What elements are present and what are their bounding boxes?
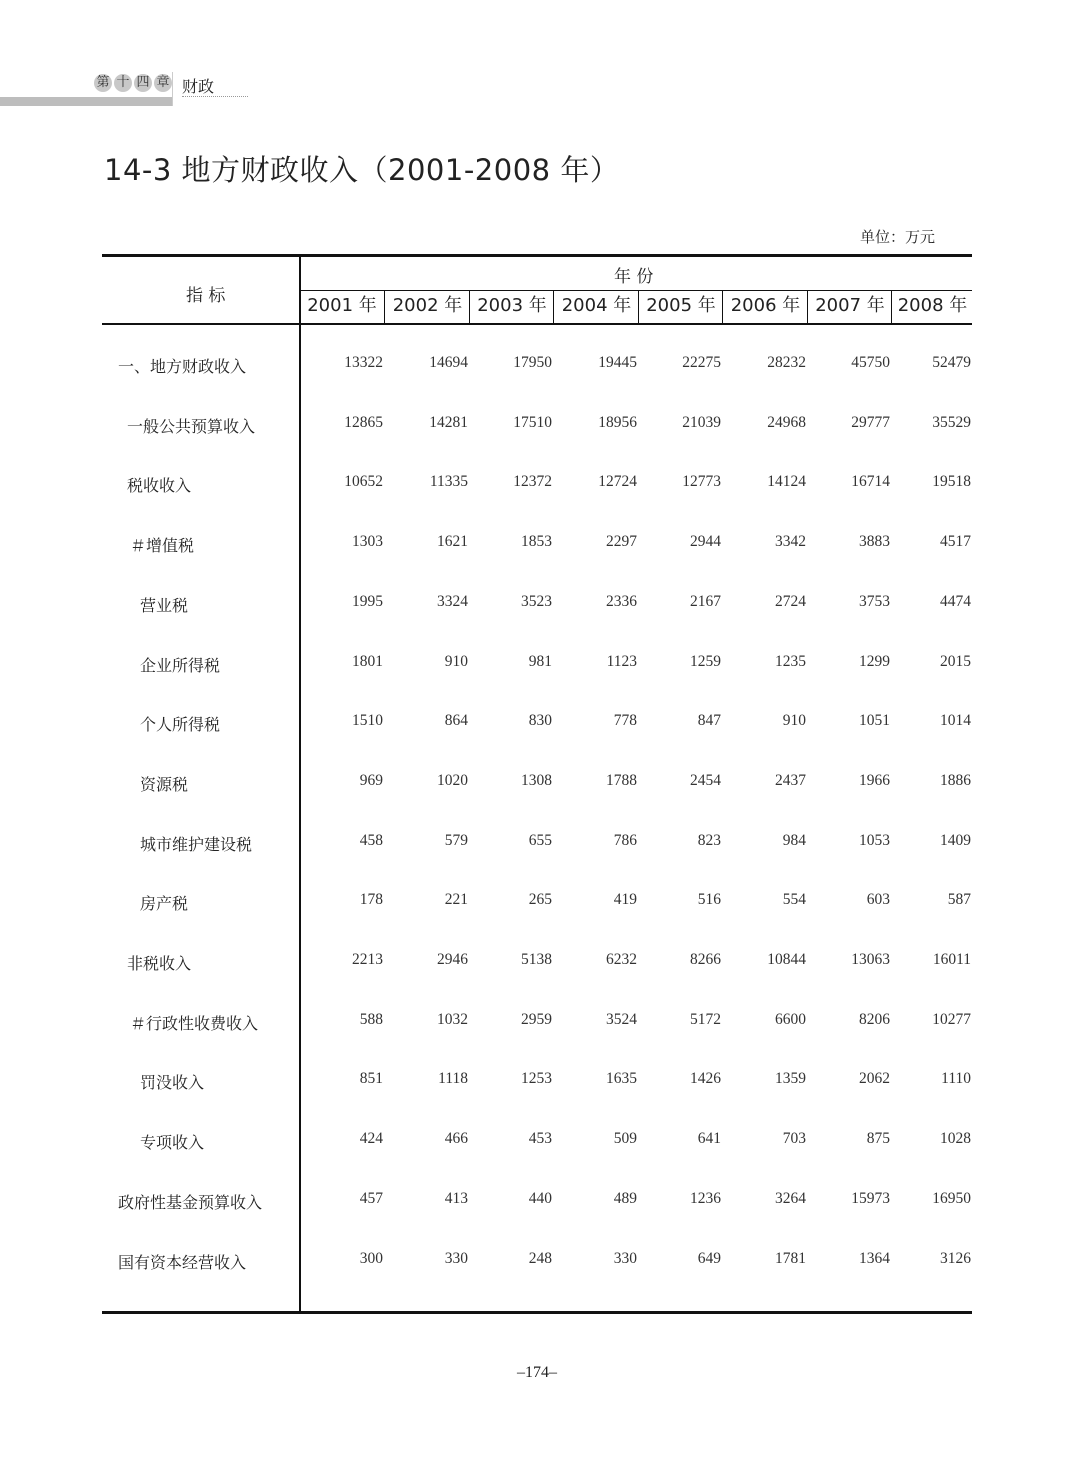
row-label: 城市维护建设税: [140, 834, 253, 854]
value-cell: 649: [697, 1249, 721, 1267]
value-cell: 3324: [437, 592, 468, 610]
value-cell: 2015: [940, 652, 971, 670]
header-rule: [102, 323, 972, 325]
value-cell: 14124: [767, 473, 806, 491]
table-row: [102, 533, 972, 557]
value-cell: 1014: [940, 712, 971, 730]
value-cell: 554: [782, 891, 806, 909]
table-row: [102, 1190, 972, 1214]
value-cell: 11335: [429, 473, 468, 491]
value-cell: 655: [528, 831, 552, 849]
value-cell: 248: [528, 1249, 552, 1267]
chapter-char: 章: [154, 74, 172, 92]
value-cell: 5138: [521, 951, 552, 968]
unit-label: 单位：万元: [860, 228, 936, 246]
value-cell: 8266: [690, 951, 721, 968]
value-cell: 1123: [606, 652, 637, 670]
value-cell: 12372: [513, 473, 552, 491]
value-cell: 330: [444, 1249, 468, 1267]
value-cell: 1621: [437, 533, 468, 551]
row-label: 一、地方财政收入: [118, 357, 247, 376]
chapter-badge: [94, 74, 172, 92]
value-cell: 6232: [606, 951, 637, 968]
value-cell: 18956: [598, 413, 637, 431]
value-cell: 984: [782, 831, 806, 849]
value-cell: 2297: [606, 533, 637, 551]
chapter-char: 四: [134, 74, 152, 92]
value-cell: 969: [359, 771, 383, 789]
value-cell: 52479: [932, 354, 971, 371]
value-cell: 1303: [352, 533, 383, 551]
table-row: [102, 653, 972, 677]
value-cell: 12773: [682, 473, 721, 491]
value-cell: 1781: [775, 1249, 806, 1267]
value-cell: 1028: [940, 1130, 971, 1148]
value-cell: 2062: [859, 1070, 890, 1088]
row-label: 税收收入: [127, 476, 192, 496]
value-cell: 13322: [344, 354, 383, 371]
table-row: [102, 1011, 972, 1035]
value-cell: 3523: [521, 592, 552, 610]
value-cell: 579: [444, 831, 468, 849]
table-row: [102, 951, 972, 975]
value-cell: 16950: [932, 1189, 971, 1207]
value-cell: 1299: [859, 652, 890, 670]
value-cell: 1853: [521, 533, 552, 551]
value-cell: 10277: [932, 1010, 971, 1028]
row-label: 专项收入: [140, 1133, 205, 1153]
row-label: 非税收入: [127, 954, 192, 973]
value-cell: 2454: [690, 771, 721, 789]
value-cell: 864: [444, 712, 468, 730]
value-cell: 2944: [690, 533, 721, 551]
value-cell: 778: [613, 712, 637, 730]
value-cell: 35529: [932, 413, 971, 431]
table-row: [102, 1130, 972, 1154]
value-cell: 1995: [352, 592, 383, 610]
row-label: 政府性基金预算收入: [118, 1192, 263, 1212]
value-cell: 489: [613, 1189, 637, 1207]
table-row: [102, 354, 972, 378]
value-cell: 300: [359, 1249, 383, 1267]
row-label: 企业所得税: [140, 655, 221, 675]
table-row: [102, 414, 972, 438]
value-cell: 419: [613, 891, 637, 909]
value-cell: 3753: [859, 592, 890, 610]
year-header-cell: 2002 年: [384, 291, 470, 323]
row-label: 个人所得税: [140, 715, 221, 735]
value-cell: 6600: [775, 1010, 806, 1028]
value-cell: 2213: [352, 951, 383, 968]
value-cell: 4474: [940, 592, 971, 610]
table-row: [102, 1070, 972, 1094]
value-cell: 8206: [859, 1010, 890, 1028]
value-cell: 3524: [606, 1010, 637, 1028]
header-divider: [172, 72, 173, 106]
value-cell: 981: [528, 652, 552, 670]
value-cell: 851: [359, 1070, 383, 1088]
value-cell: 847: [697, 712, 721, 730]
year-header-cell: 2003 年: [469, 291, 554, 323]
value-cell: 1801: [352, 652, 383, 670]
row-label: ＃增值税: [130, 536, 195, 556]
value-cell: 457: [359, 1189, 383, 1207]
value-cell: 21039: [682, 413, 721, 431]
value-cell: 12724: [598, 473, 637, 491]
chapter-char: 十: [114, 74, 132, 92]
value-cell: 13063: [851, 951, 890, 968]
table-row: [102, 891, 972, 915]
value-cell: 16011: [932, 951, 971, 968]
chapter-char: 第: [94, 74, 112, 92]
value-cell: 703: [782, 1130, 806, 1148]
page-number: –174–: [517, 1364, 557, 1381]
value-cell: 12865: [344, 413, 383, 431]
value-cell: 1966: [859, 771, 890, 789]
value-cell: 1359: [775, 1070, 806, 1088]
year-header-cell: 2006 年: [722, 291, 808, 323]
table-row: [102, 832, 972, 856]
value-cell: 45750: [851, 354, 890, 371]
year-header-cell: 2008 年: [891, 291, 973, 323]
value-cell: 330: [613, 1249, 637, 1267]
value-cell: 3342: [775, 533, 806, 551]
table-row: [102, 473, 972, 497]
row-label: 营业税: [140, 595, 189, 615]
row-label: 罚没收入: [140, 1073, 205, 1093]
value-cell: 3264: [775, 1189, 806, 1207]
value-cell: 1426: [690, 1070, 721, 1088]
row-label: ＃行政性收费收入: [130, 1013, 259, 1033]
indicator-header: 指 标: [186, 286, 226, 306]
value-cell: 17950: [513, 354, 552, 371]
value-cell: 466: [444, 1130, 468, 1148]
value-cell: 1110: [941, 1070, 971, 1088]
value-cell: 3883: [859, 533, 890, 551]
value-cell: 2167: [690, 592, 721, 610]
top-rule: [102, 254, 972, 257]
value-cell: 14694: [429, 354, 468, 371]
value-cell: 265: [528, 891, 552, 909]
value-cell: 875: [866, 1130, 890, 1148]
value-cell: 15973: [851, 1189, 890, 1207]
value-cell: 453: [528, 1130, 552, 1148]
value-cell: 1236: [690, 1189, 721, 1207]
value-cell: 1253: [521, 1070, 552, 1088]
value-cell: 413: [444, 1189, 468, 1207]
value-cell: 2336: [606, 592, 637, 610]
value-cell: 823: [697, 831, 721, 849]
year-header-cell: 2007 年: [807, 291, 892, 323]
value-cell: 588: [359, 1010, 383, 1028]
bottom-rule: [102, 1311, 972, 1314]
value-cell: 2959: [521, 1010, 552, 1028]
value-cell: 516: [697, 891, 721, 909]
value-cell: 641: [697, 1130, 721, 1148]
row-label: 房产税: [140, 894, 189, 914]
table-row: [102, 1250, 972, 1274]
value-cell: 28232: [767, 354, 806, 371]
value-cell: 17510: [513, 413, 552, 431]
value-cell: 2437: [775, 771, 806, 789]
table-row: [102, 593, 972, 617]
value-cell: 2946: [437, 951, 468, 968]
section-name: 财政: [182, 77, 215, 96]
value-cell: 1409: [940, 831, 971, 849]
value-cell: 24968: [767, 413, 806, 431]
value-cell: 29777: [851, 413, 890, 431]
value-cell: 1051: [859, 712, 890, 730]
value-cell: 16714: [851, 473, 890, 491]
value-cell: 4517: [940, 533, 971, 551]
value-cell: 5172: [690, 1010, 721, 1028]
value-cell: 19445: [598, 354, 637, 371]
value-cell: 440: [528, 1189, 552, 1207]
value-cell: 22275: [682, 354, 721, 371]
value-cell: 509: [613, 1130, 637, 1148]
value-cell: 1886: [940, 771, 971, 789]
row-label: 资源税: [140, 774, 189, 794]
value-cell: 830: [528, 712, 552, 730]
value-cell: 2724: [775, 592, 806, 610]
value-cell: 603: [866, 891, 890, 909]
header-bar: [0, 97, 172, 106]
value-cell: 458: [359, 831, 383, 849]
table-title: 14-3 地方财政收入（2001-2008 年）: [104, 153, 620, 187]
value-cell: 1788: [606, 771, 637, 789]
value-cell: 1635: [606, 1070, 637, 1088]
value-cell: 1032: [437, 1010, 468, 1028]
value-cell: 1364: [859, 1249, 890, 1267]
value-cell: 910: [444, 652, 468, 670]
value-cell: 1053: [859, 831, 890, 849]
table-row: [102, 712, 972, 736]
value-cell: 424: [359, 1130, 383, 1148]
year-header-cell: 2005 年: [638, 291, 723, 323]
value-cell: 1020: [437, 771, 468, 789]
year-header: 年 份: [614, 267, 654, 287]
value-cell: 10844: [767, 951, 806, 968]
value-cell: 587: [947, 891, 971, 909]
row-label: 国有资本经营收入: [118, 1252, 247, 1272]
value-cell: 1308: [521, 771, 552, 789]
value-cell: 3126: [940, 1249, 971, 1267]
section-underline: [182, 96, 248, 97]
row-label: 一般公共预算收入: [127, 416, 256, 436]
year-header-cell: 2001 年: [307, 295, 377, 316]
table-row: [102, 772, 972, 796]
value-cell: 1235: [775, 652, 806, 670]
value-cell: 1118: [438, 1070, 468, 1088]
value-cell: 19518: [932, 473, 971, 491]
value-cell: 1510: [352, 712, 383, 730]
value-cell: 221: [444, 891, 468, 909]
year-header-cell: 2004 年: [553, 291, 639, 323]
value-cell: 1259: [690, 652, 721, 670]
value-cell: 786: [613, 831, 637, 849]
value-cell: 178: [359, 891, 383, 909]
value-cell: 10652: [344, 473, 383, 491]
value-cell: 14281: [429, 413, 468, 431]
value-cell: 910: [782, 712, 806, 730]
